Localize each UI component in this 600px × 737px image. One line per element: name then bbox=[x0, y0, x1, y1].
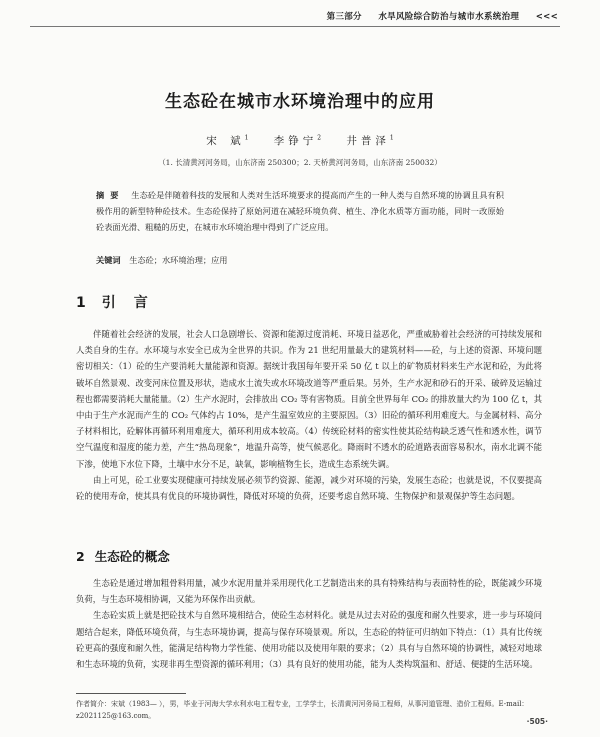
keywords bbox=[96, 255, 504, 266]
section-number: 1 bbox=[76, 295, 88, 311]
paragraph: 由上可见，砼工业要实现健康可持续发展必须节约资源、能源，减少对环境的污染，发展生态砼；也就是说，不仅要提高砼的使用寿命，使其具有优良的环境协调性，降低对环境的负荷，还要考虑自然环境、生物保护和景观保护等生态问题。 bbox=[76, 474, 542, 502]
author: 宋 斌$^1$ bbox=[206, 134, 249, 147]
header-rule bbox=[30, 26, 560, 27]
paragraph: 生态砼是通过增加粗骨料用量，减少水泥用量并采用现代化工艺制造出来的具有特殊结构与表面特性的砼，既能减少环境负荷，与生态环境相协调，又能为环保作出贡献。 bbox=[76, 578, 542, 605]
page-number: ·505· bbox=[526, 717, 548, 726]
author: 井普泽$^1$ bbox=[346, 134, 394, 147]
abstract bbox=[96, 187, 504, 235]
author: 李铮宁$^2$ bbox=[273, 134, 322, 147]
section-title: 引 言 bbox=[101, 295, 150, 311]
section-body-concept bbox=[76, 575, 542, 672]
paragraph: 伴随着社会经济的发展，社会人口急剧增长、资源和能源过度消耗、环境日益恶化，严重威胁着社会经济的可持续发展和人类自身的生存。水环境与水安全已成为全世界的共识。作为 21 世纪用量最大的建筑材料——砼，与上述的资源、环境问题密切相关：（1）砼的生产要消耗大量能源和资源。据统计我国每年要开采 50 亿 t 以上的矿物质材料来生产水泥和砼，为此将破坏自然景观、改变河床位置及形状，造成水土流失或水环境改道等严重后果。另外，生产水泥和砂石的开采、破碎及运输过程也都需要消耗大量能量。（2）生产水泥时，会排放出 CO₂ 等有害物质。目前全世界每年 CO₂ 的排放量大约为 100 亿 t，其中由于生产水泥而产生的 CO₂ 气体约占 10%，是产生温室效应的主要原因。（3）旧砼的循环利用难度大。与金属材料、高分子材料相比，砼解体再循环利用难度大，循环利用成本较高。（4）传统砼材料的密实性使其砼结构缺乏透气性和透水性，调节空气温度和湿度的能力差，产生“热岛现象”，地温升高等，使气候恶化。降雨时不透水的砼道路表面容易积水，南水北调不能下渗，使地下水位下降，土壤中水分不足，缺氧，影响植物生长，造成生态系统失调。 bbox=[76, 329, 543, 469]
paper-title: 生态砼在城市水环境治理中的应用 bbox=[165, 92, 435, 112]
running-header-part: 第三部分 bbox=[326, 12, 362, 22]
keywords-text: 生态砼；水环境治理；应用 bbox=[129, 255, 228, 265]
running-header-marks: <<< bbox=[535, 12, 558, 22]
paragraph: 生态砼实质上就是把砼技术与自然环境相结合，使砼生态材料化。就是从过去对砼的强度和耐久性要求，进一步与环境问题结合起来，降低环境负荷，与生态环境协调，提高与保存环境景观。所以，生态砼的特征可归纳如下特点：（1）具有比传统砼更高的强度和耐久性，能满足结构物力学性能、使用功能以及使用年限的要求；（2）具有与自然环境的协调性，减轻对地球和生态环境的负荷，实现非再生型资源的循环利用；（3）具有良好的使用功能，能为人类构筑温和、舒适、便捷的生活环境。 bbox=[76, 610, 542, 670]
running-header bbox=[327, 10, 558, 22]
footnote-rule bbox=[76, 693, 186, 694]
affiliations: （1. 长清黄河河务局，山东济南 250300；2. 天桥黄河河务局，山东济南 250032） bbox=[158, 158, 442, 167]
abstract-text: 生态砼是伴随着科技的发展和人类对生活环境要求的提高而产生的一种人类与自然环境的协调且具有积极作用的新型特种砼技术。生态砼保持了原始河道在减轻环境负荷、植生、净化水质等方面功能，同时一改原始砼表面光滑、粗糙的历史，在城市水环境治理中得到了广泛应用。 bbox=[96, 190, 504, 232]
author-list bbox=[0, 133, 600, 148]
running-header-topic: 水旱风险综合防治与城市水系统治理 bbox=[378, 12, 520, 22]
section-number: 2 bbox=[76, 549, 85, 564]
keywords-label: 关键词 bbox=[96, 255, 121, 265]
section-heading-introduction bbox=[76, 292, 150, 312]
author-footnote: 作者简介：宋斌（1983— ），男，毕业于河海大学水利水电工程专业，工学学士，长清黄河河务局工程师，从事河道管理、造价工程师。E-mail：z2021125@163.com。 bbox=[76, 700, 529, 720]
section-body-introduction bbox=[76, 326, 542, 504]
section-title: 生态砼的概念 bbox=[94, 549, 170, 564]
abstract-label: 摘要 bbox=[96, 190, 125, 200]
section-heading-concept bbox=[76, 547, 170, 565]
